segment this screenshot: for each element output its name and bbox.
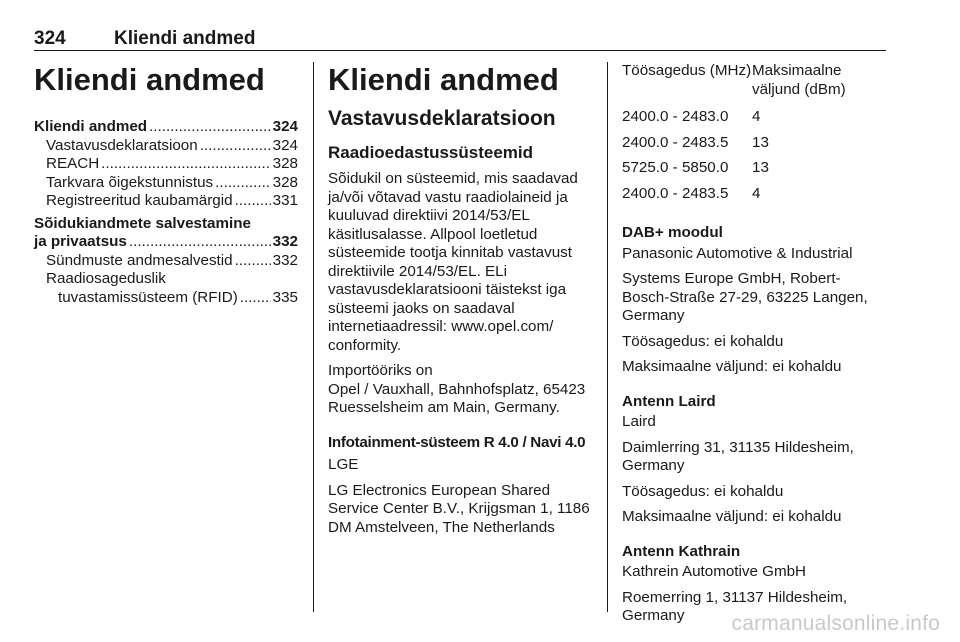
right-column <box>622 62 886 633</box>
toc-column <box>34 62 298 307</box>
main-column <box>328 62 596 544</box>
section-title: Raadioedastussüsteemid <box>328 143 534 162</box>
column-divider-left <box>313 62 314 612</box>
table-row: 5725.0 - 5850.0 13 <box>622 159 769 176</box>
toc-entry-kliendi-andmed[interactable]: Kliendi andmed ..... 324 <box>34 118 298 137</box>
toc-entry-tarkvara[interactable]: Tarkvara õigekstunnistus ..... 328 <box>34 174 298 193</box>
header-title: Kliendi andmed <box>114 28 256 49</box>
toc-list <box>34 118 298 307</box>
toc-entry-vastavusdeklaratsioon[interactable]: Vastavusdeklaratsioon ..... 324 <box>34 137 298 156</box>
dab-maker: Panasonic Automotive & Industrial <box>622 244 853 262</box>
toc-entry-rfid-line1[interactable]: Raadiosageduslik <box>46 270 166 287</box>
laird-power: Maksimaalne väljund: ei kohaldu <box>622 508 842 525</box>
table-row: 2400.0 - 2483.5 4 <box>622 184 761 202</box>
laird-frequency: Töösagedus: ei kohaldu <box>622 482 784 500</box>
page-number: 324 <box>34 28 66 49</box>
table-header-row <box>622 62 886 108</box>
dab-title: DAB+ moodul <box>622 224 723 241</box>
watermark: carmanualsonline.info <box>731 612 940 635</box>
infotainment-title: Infotainment-süsteem R 4.0 / Navi 4.0 <box>328 433 586 451</box>
toc-entry-rfid[interactable]: tuvastamissüsteem (RFID) ..... 335 <box>34 289 298 308</box>
toc-entry-reach[interactable]: REACH ..... 328 <box>34 155 298 174</box>
table-header-power: Maksimaalne väljund (dBm) <box>752 62 846 98</box>
laird-title: Antenn Laird <box>622 392 716 410</box>
main-title: Kliendi andmed <box>328 62 559 97</box>
kathrein-title: Antenn Kathrain <box>622 542 741 560</box>
laird-address: Daimlerring 31, 31135 Hildesheim, Germany <box>622 438 854 474</box>
page-header <box>34 28 886 51</box>
table-row: 2400.0 - 2483.0 4 <box>622 108 761 125</box>
main-subtitle: Vastavusdeklaratsioon <box>328 107 556 130</box>
intro-paragraph: Sõidukil on süsteemid, mis saadavad ja/või võtavad vastu raadiolaineid ja kuuluvad direktiivi 2014/53/EL käsitlusalasse. Allpool loetletud süsteemide tootja kinnitab vastavust direktiivile 2014/53/EL. ELi vastavusdeklaratsiooni täistekst iga süsteemi jaoks on saadaval internetiaadressil: www.opel.com/ conformity. <box>328 170 578 354</box>
dab-address: Systems Europe GmbH, Robert-Bosch-Straße 27-29, 63225 Langen, Germany <box>622 270 868 324</box>
toc-entry-andmete-salvestamine[interactable]: ja privaatsus ..... 332 <box>34 233 298 252</box>
toc-entry-andmete-salvestamine-line1[interactable]: Sõidukiandmete salvestamine <box>34 214 251 232</box>
importer-label: Importööriks on <box>328 362 433 379</box>
toc-title: Kliendi andmed <box>34 62 265 97</box>
dab-frequency: Töösagedus: ei kohaldu <box>622 332 784 350</box>
kathrein-maker: Kathrein Automotive GmbH <box>622 563 807 580</box>
infotainment-maker: LGE <box>328 456 359 473</box>
laird-maker: Laird <box>622 413 656 430</box>
importer-address: Opel / Vauxhall, Bahnhofsplatz, 65423 Ruesselsheim am Main, Germany. <box>328 380 586 416</box>
frequency-table <box>622 62 886 210</box>
dab-power: Maksimaalne väljund: ei kohaldu <box>622 358 842 375</box>
table-header-frequency: Töösagedus (MHz) <box>622 62 752 79</box>
table-row: 2400.0 - 2483.5 13 <box>622 133 769 151</box>
infotainment-address: LG Electronics European Shared Service Center B.V., Krijgsman 1, 1186 DM Amstelveen, The Netherlands <box>328 481 590 536</box>
toc-entry-kaubamargid[interactable]: Registreeritud kaubamärgid ..... 331 <box>34 192 298 211</box>
toc-entry-sundmuste-salvestid[interactable]: Sündmuste andmesalvestid ..... 332 <box>34 252 298 271</box>
column-divider-right <box>607 62 608 612</box>
kathrein-address: Roemerring 1, 31137 Hildesheim, Germany <box>622 588 848 624</box>
